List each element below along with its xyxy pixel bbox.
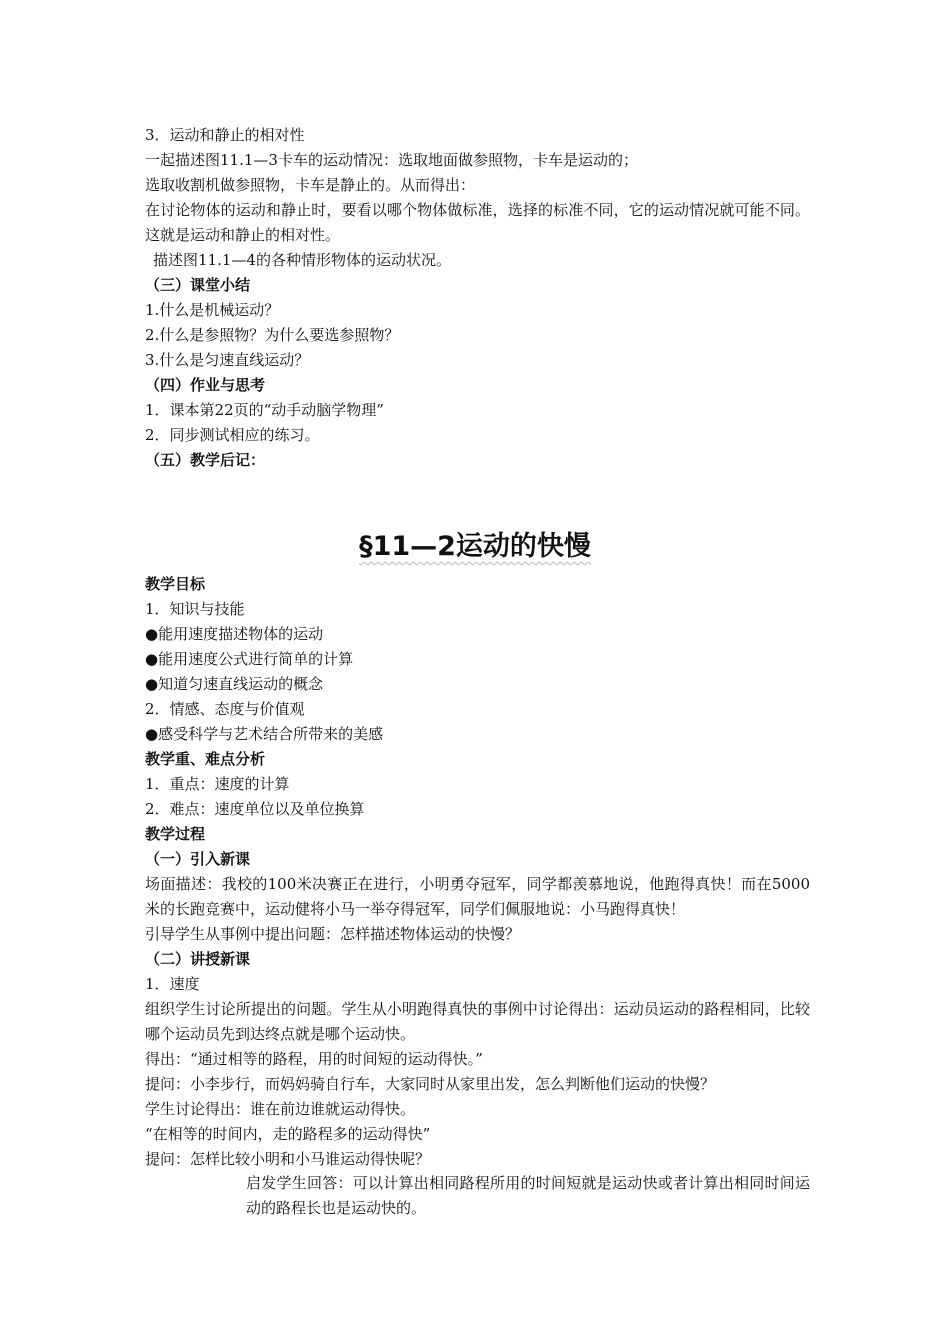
list-item: 2．情感、态度与价值观 (145, 700, 305, 718)
section2-block (145, 572, 810, 1172)
section-heading: （二）讲授新课 (145, 950, 251, 968)
paragraph: 在讨论物体的运动和静止时，要看以哪个物体做标准，选择的标准不同，它的运动情况就可能不同。这就是运动和静止的相对性。 (145, 201, 810, 244)
list-item: ●能用速度公式进行简单的计算 (145, 650, 354, 668)
indented-paragraph: 启发学生回答：可以计算出相同路程所用的时间短就是运动快或者计算出相同时间运动的路程长也是运动快的。 (246, 1174, 810, 1217)
text-line: 描述图11.1—4的各种情形物体的运动状况。 (153, 251, 451, 269)
list-item: 1．重点：速度的计算 (145, 775, 290, 793)
text-line: 提问：怎样比较小明和小马谁运动得快呢？ (145, 1150, 431, 1168)
section-heading: 教学过程 (145, 825, 206, 843)
list-item: 2．同步测试相应的练习。 (145, 426, 320, 444)
page-title-text: §11—2运动的快慢 (359, 531, 591, 562)
text-line: 1．速度 (145, 975, 200, 993)
list-item: ●能用速度描述物体的运动 (145, 625, 324, 643)
text-line: “在相等的时间内，走的路程多的运动得快” (145, 1125, 431, 1143)
text-line: 一起描述图11.1—3卡车的运动情况：选取地面做参照物，卡车是运动的； (145, 151, 638, 169)
section-heading: （五）教学后记： (145, 451, 266, 469)
text-line: 得出：“通过相等的路程，用的时间短的运动得快。” (145, 1050, 483, 1068)
list-item: ●知道匀速直线运动的概念 (145, 675, 324, 693)
section-heading: （一）引入新课 (145, 850, 251, 868)
section-heading: 教学目标 (145, 575, 206, 593)
list-item: ●感受科学与艺术结合所带来的美感 (145, 725, 384, 743)
paragraph: 场面描述：我校的100米决赛正在进行，小明勇夺冠军，同学都羡慕地说，他跑得真快！而在5000米的长跑竞赛中，运动健将小马一举夺得冠军，同学们佩服地说：小马跑得真快！ (145, 875, 810, 918)
list-item: 2.什么是参照物？为什么要选参照物？ (145, 326, 400, 344)
list-item: 1．课本第22页的“动手动脑学物理” (145, 401, 384, 419)
text-line: 引导学生从事例中提出问题：怎样描述物体运动的快慢？ (145, 925, 521, 943)
text-line: 3．运动和静止的相对性 (145, 126, 305, 144)
paragraph: 组织学生讨论所提出的问题。学生从小明跑得真快的事例中讨论得出：运动员运动的路程相同，比较哪个运动员先到达终点就是哪个运动快。 (145, 1000, 810, 1043)
text-line: 选取收割机做参照物，卡车是静止的。从而得出： (145, 176, 476, 194)
page-title (0, 527, 950, 567)
section-heading: （三）课堂小结 (145, 276, 251, 294)
text-line: 学生讨论得出：谁在前边谁就运动得快。 (145, 1100, 416, 1118)
list-item: 3.什么是匀速直线运动？ (145, 351, 310, 369)
list-item: 1.什么是机械运动？ (145, 301, 280, 319)
section-heading: （四）作业与思考 (145, 376, 266, 394)
text-line: 提问：小李步行，而妈妈骑自行车，大家同时从家里出发，怎么判断他们运动的快慢？ (145, 1075, 716, 1093)
list-item: 2．难点：速度单位以及单位换算 (145, 800, 365, 818)
section-heading: 教学重、难点分析 (145, 750, 266, 768)
list-item: 1．知识与技能 (145, 600, 245, 618)
section1-block (145, 123, 810, 473)
